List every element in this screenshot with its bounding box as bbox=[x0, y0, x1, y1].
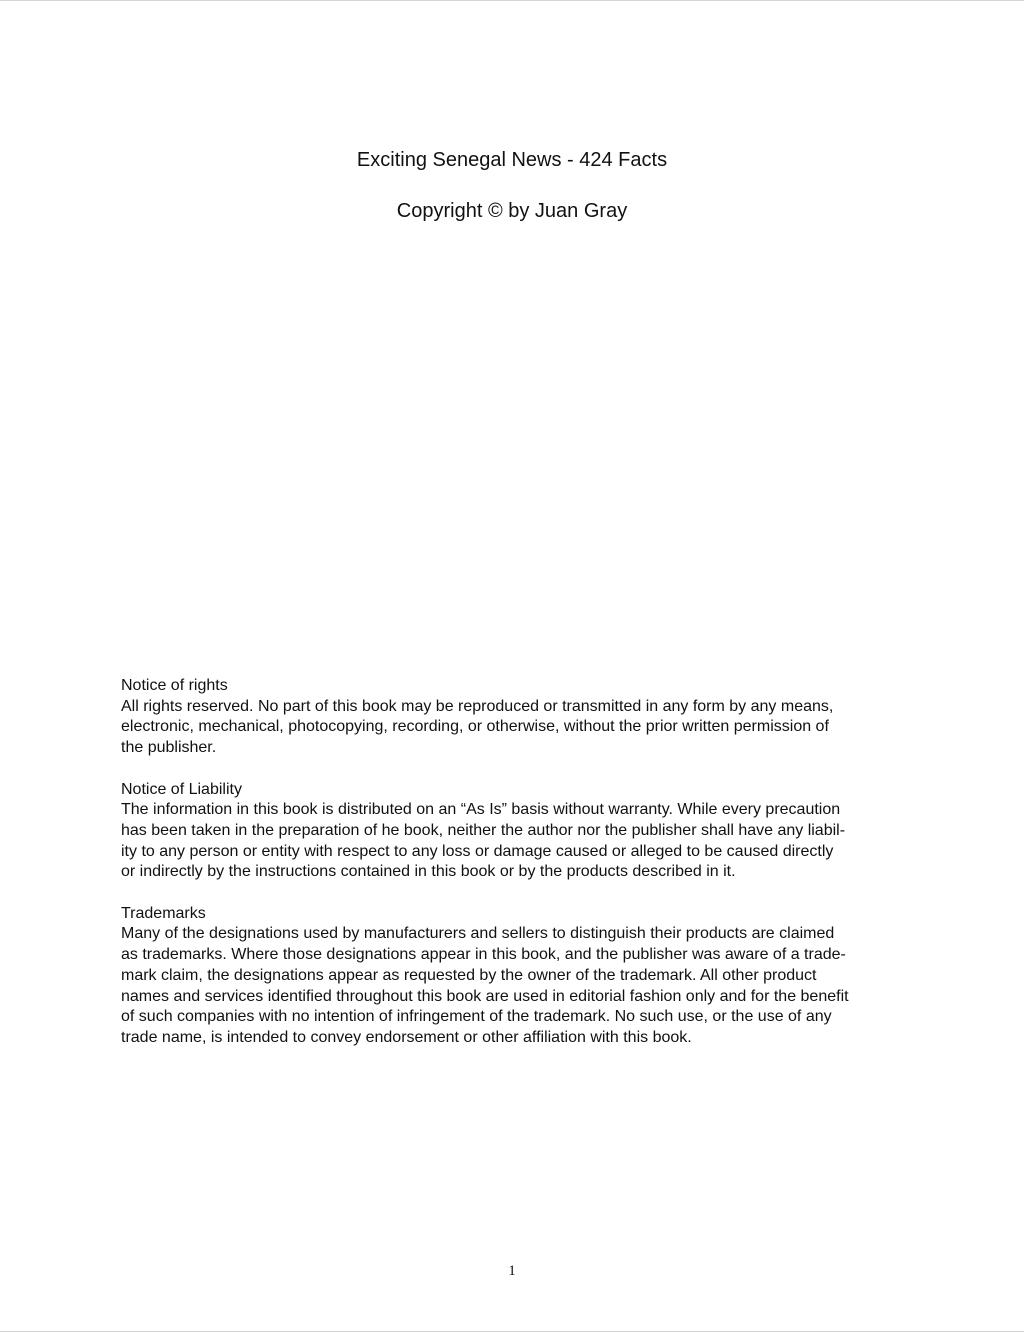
notice-of-rights bbox=[121, 676, 911, 759]
page-bottom-edge bbox=[0, 1331, 1024, 1332]
trademarks-notice bbox=[121, 904, 911, 1049]
notice-heading: Trademarks bbox=[121, 904, 206, 922]
notice-body: Many of the designations used by manufacturers and sellers to distinguish their products are claimed as trademarks. Where those designations appear in this book, and the publisher was aware of a trade- mark claim, the designations appear as requested by the owner of the trademark. All other product names and services identified throughout this book are used in editorial fashion only and for the benefit of such companies with no intention of infringement of the trademark. No such use, or the use of any trade name, is intended to convey endorsement or other affiliation with this book. bbox=[121, 925, 849, 1046]
page-top-edge bbox=[0, 0, 1024, 1]
page-number: 1 bbox=[508, 1263, 516, 1279]
notice-body: All rights reserved. No part of this book may be reproduced or transmitted in any form by any means, electronic, mechanical, photocopying, recording, or otherwise, without the prior written permission of the publisher. bbox=[121, 697, 834, 757]
book-title: Exciting Senegal News - 424 Facts bbox=[356, 149, 668, 171]
notice-heading: Notice of Liability bbox=[121, 780, 242, 798]
copyright-line: Copyright © by Juan Gray bbox=[396, 200, 628, 222]
notice-of-liability bbox=[121, 780, 911, 884]
legal-notices bbox=[121, 676, 911, 1069]
notice-body: The information in this book is distributed on an “As Is” basis without warranty. While every precaution has been taken in the preparation of he book, neither the author nor the publisher shall have any liabil- ity to any person or entity with respect to any loss or damage caused or alleged to be caused directly or indirectly by the instructions contained in this book or by the products described in it. bbox=[121, 801, 846, 881]
notice-heading: Notice of rights bbox=[121, 677, 228, 694]
